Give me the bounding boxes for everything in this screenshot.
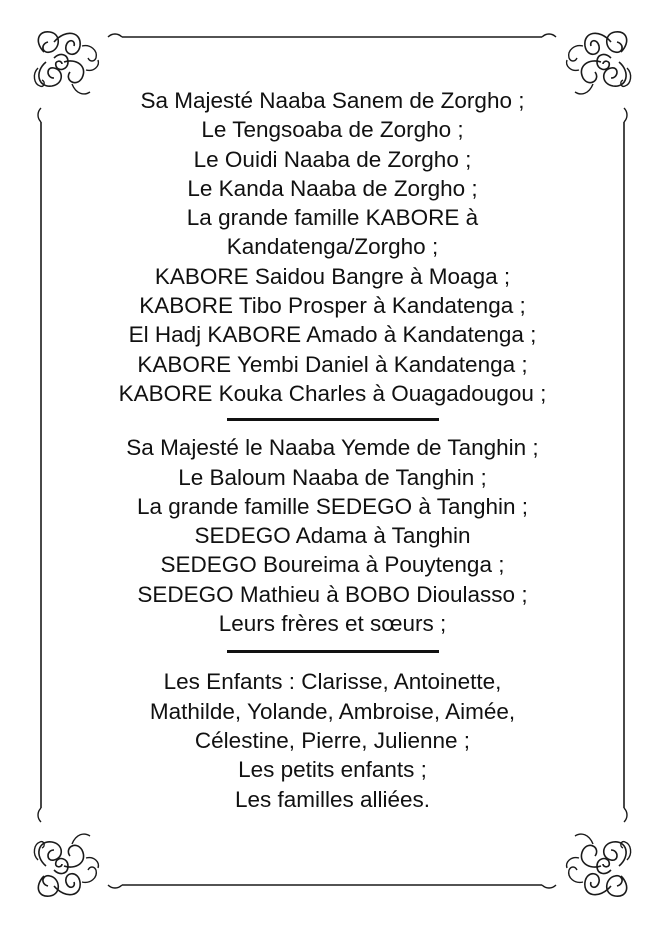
acknowledgement-list [40, 86, 625, 814]
text-line: KABORE Saidou Bangre à Moaga ; [154, 263, 511, 289]
text-line: Sa Majesté Naaba Sanem de Zorgho ; [140, 88, 525, 113]
text-line: SEDEGO Mathieu à BOBO Dioulasso ; [137, 581, 528, 607]
text-line: La grande famille KABORE à [186, 205, 479, 231]
text-line: Kandatenga/Zorgho ; [226, 234, 439, 260]
text-line: SEDEGO Boureima à Pouytenga ; [160, 552, 505, 578]
text-line: Les Enfants : Clarisse, Antoinette, [163, 669, 502, 695]
section-divider [227, 650, 439, 653]
section-divider [227, 418, 439, 421]
section-sedego [40, 433, 625, 638]
flourish-corner-icon-bottom-right [567, 834, 631, 896]
text-line: La grande famille SEDEGO à Tanghin ; [136, 493, 529, 519]
text-line: KABORE Kouka Charles à Ouagadougou ; [118, 380, 547, 406]
text-line: Les petits enfants ; [238, 757, 427, 783]
text-line: El Hadj KABORE Amado à Kandatenga ; [128, 322, 537, 348]
text-line: Sa Majesté le Naaba Yemde de Tanghin ; [126, 435, 539, 461]
text-line: Le Tengsoaba de Zorgho ; [201, 117, 464, 143]
text-line: KABORE Yembi Daniel à Kandatenga ; [137, 351, 528, 377]
text-line: KABORE Tibo Prosper à Kandatenga ; [139, 293, 526, 319]
text-line: Mathilde, Yolande, Ambroise, Aimée, [149, 698, 516, 724]
text-line: Le Baloum Naaba de Tanghin ; [178, 464, 487, 490]
section-kabore [40, 86, 625, 408]
section-family [40, 667, 625, 813]
text-line: Les familles alliées. [234, 786, 431, 812]
text-line: Le Kanda Naaba de Zorgho ; [187, 175, 478, 201]
text-line: Célestine, Pierre, Julienne ; [194, 727, 471, 753]
text-line: SEDEGO Adama à Tanghin [194, 523, 471, 549]
text-line: Leurs frères et sœurs ; [218, 611, 447, 637]
flourish-corner-icon-bottom-left [34, 834, 98, 896]
flourish-corner-icon-top-left [34, 32, 98, 94]
text-line: Le Ouidi Naaba de Zorgho ; [193, 146, 472, 172]
flourish-corner-icon-top-right [567, 32, 631, 94]
